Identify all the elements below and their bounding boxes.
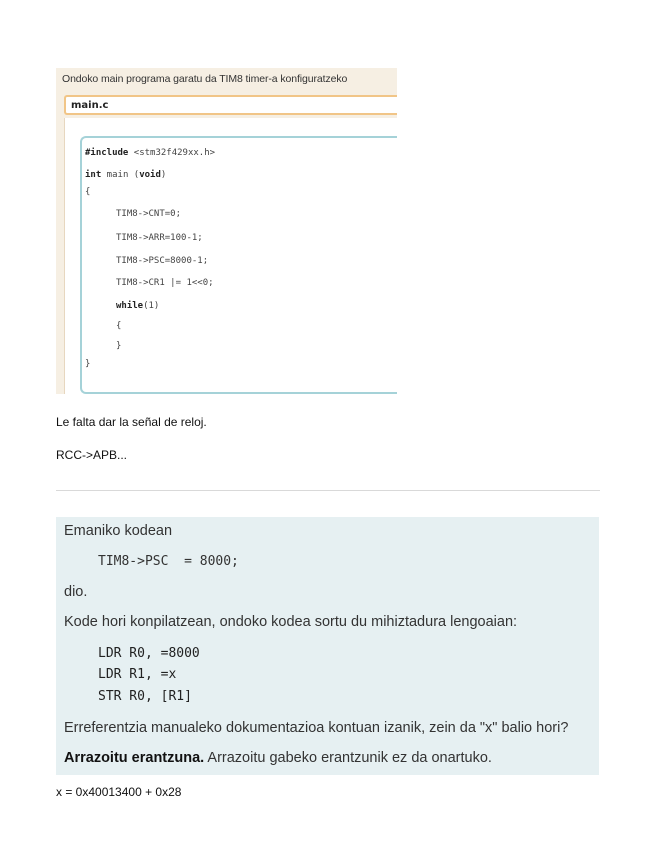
- code-line-close-brace: }: [85, 359, 91, 369]
- question1-image: [56, 68, 397, 394]
- code-line-psc: TIM8->PSC=8000-1;: [116, 256, 209, 266]
- question2-image: [56, 517, 599, 775]
- question2-dio: dio.: [64, 584, 88, 600]
- answer1-line1: Le falta dar la señal de reloj.: [56, 415, 207, 429]
- code-line-cnt: TIM8->CNT=0;: [116, 209, 182, 219]
- code-line-while: while(1): [116, 301, 160, 311]
- asm-line-1: LDR R0, =8000: [98, 646, 200, 661]
- code-line-inner-open: {: [116, 321, 122, 331]
- file-tab-label: main.c: [71, 100, 109, 111]
- asm-line-2: LDR R1, =x: [98, 667, 177, 682]
- question1-caption: Ondoko main programa garatu da TIM8 timer-a konfiguratzeko: [62, 73, 348, 85]
- code-block: [80, 136, 397, 394]
- divider: [56, 490, 600, 491]
- code-line-main: int main (void): [85, 170, 167, 180]
- code-line-cr1: TIM8->CR1 |= 1<<0;: [116, 278, 214, 288]
- question2-instructions: Arrazoitu erantzuna. Arrazoitu gabeko erantzunik ez da onartuko.: [64, 750, 492, 766]
- question2-compile-text: Kode hori konpilatzean, ondoko kodea sortu du mihiztadura lengoaian:: [64, 614, 518, 630]
- asm-line-3: STR R0, [R1]: [98, 689, 192, 704]
- question2-question: Erreferentzia manualeko dokumentazioa kontuan izanik, zein da "x" balio hori?: [64, 720, 569, 736]
- code-line-open-brace: {: [85, 187, 91, 197]
- code-line-include: #include <stm32f429xx.h>: [85, 148, 216, 158]
- question2-psc-line: TIM8->PSC = 8000;: [98, 554, 239, 569]
- code-panel: [64, 118, 397, 394]
- file-tab: [64, 95, 397, 115]
- question2-intro: Emaniko kodean: [64, 523, 173, 539]
- answer1-line2: RCC->APB...: [56, 448, 128, 462]
- code-line-inner-close: }: [116, 341, 122, 351]
- answer2: x = 0x40013400 + 0x28: [56, 785, 182, 799]
- code-line-arr: TIM8->ARR=100-1;: [116, 233, 203, 243]
